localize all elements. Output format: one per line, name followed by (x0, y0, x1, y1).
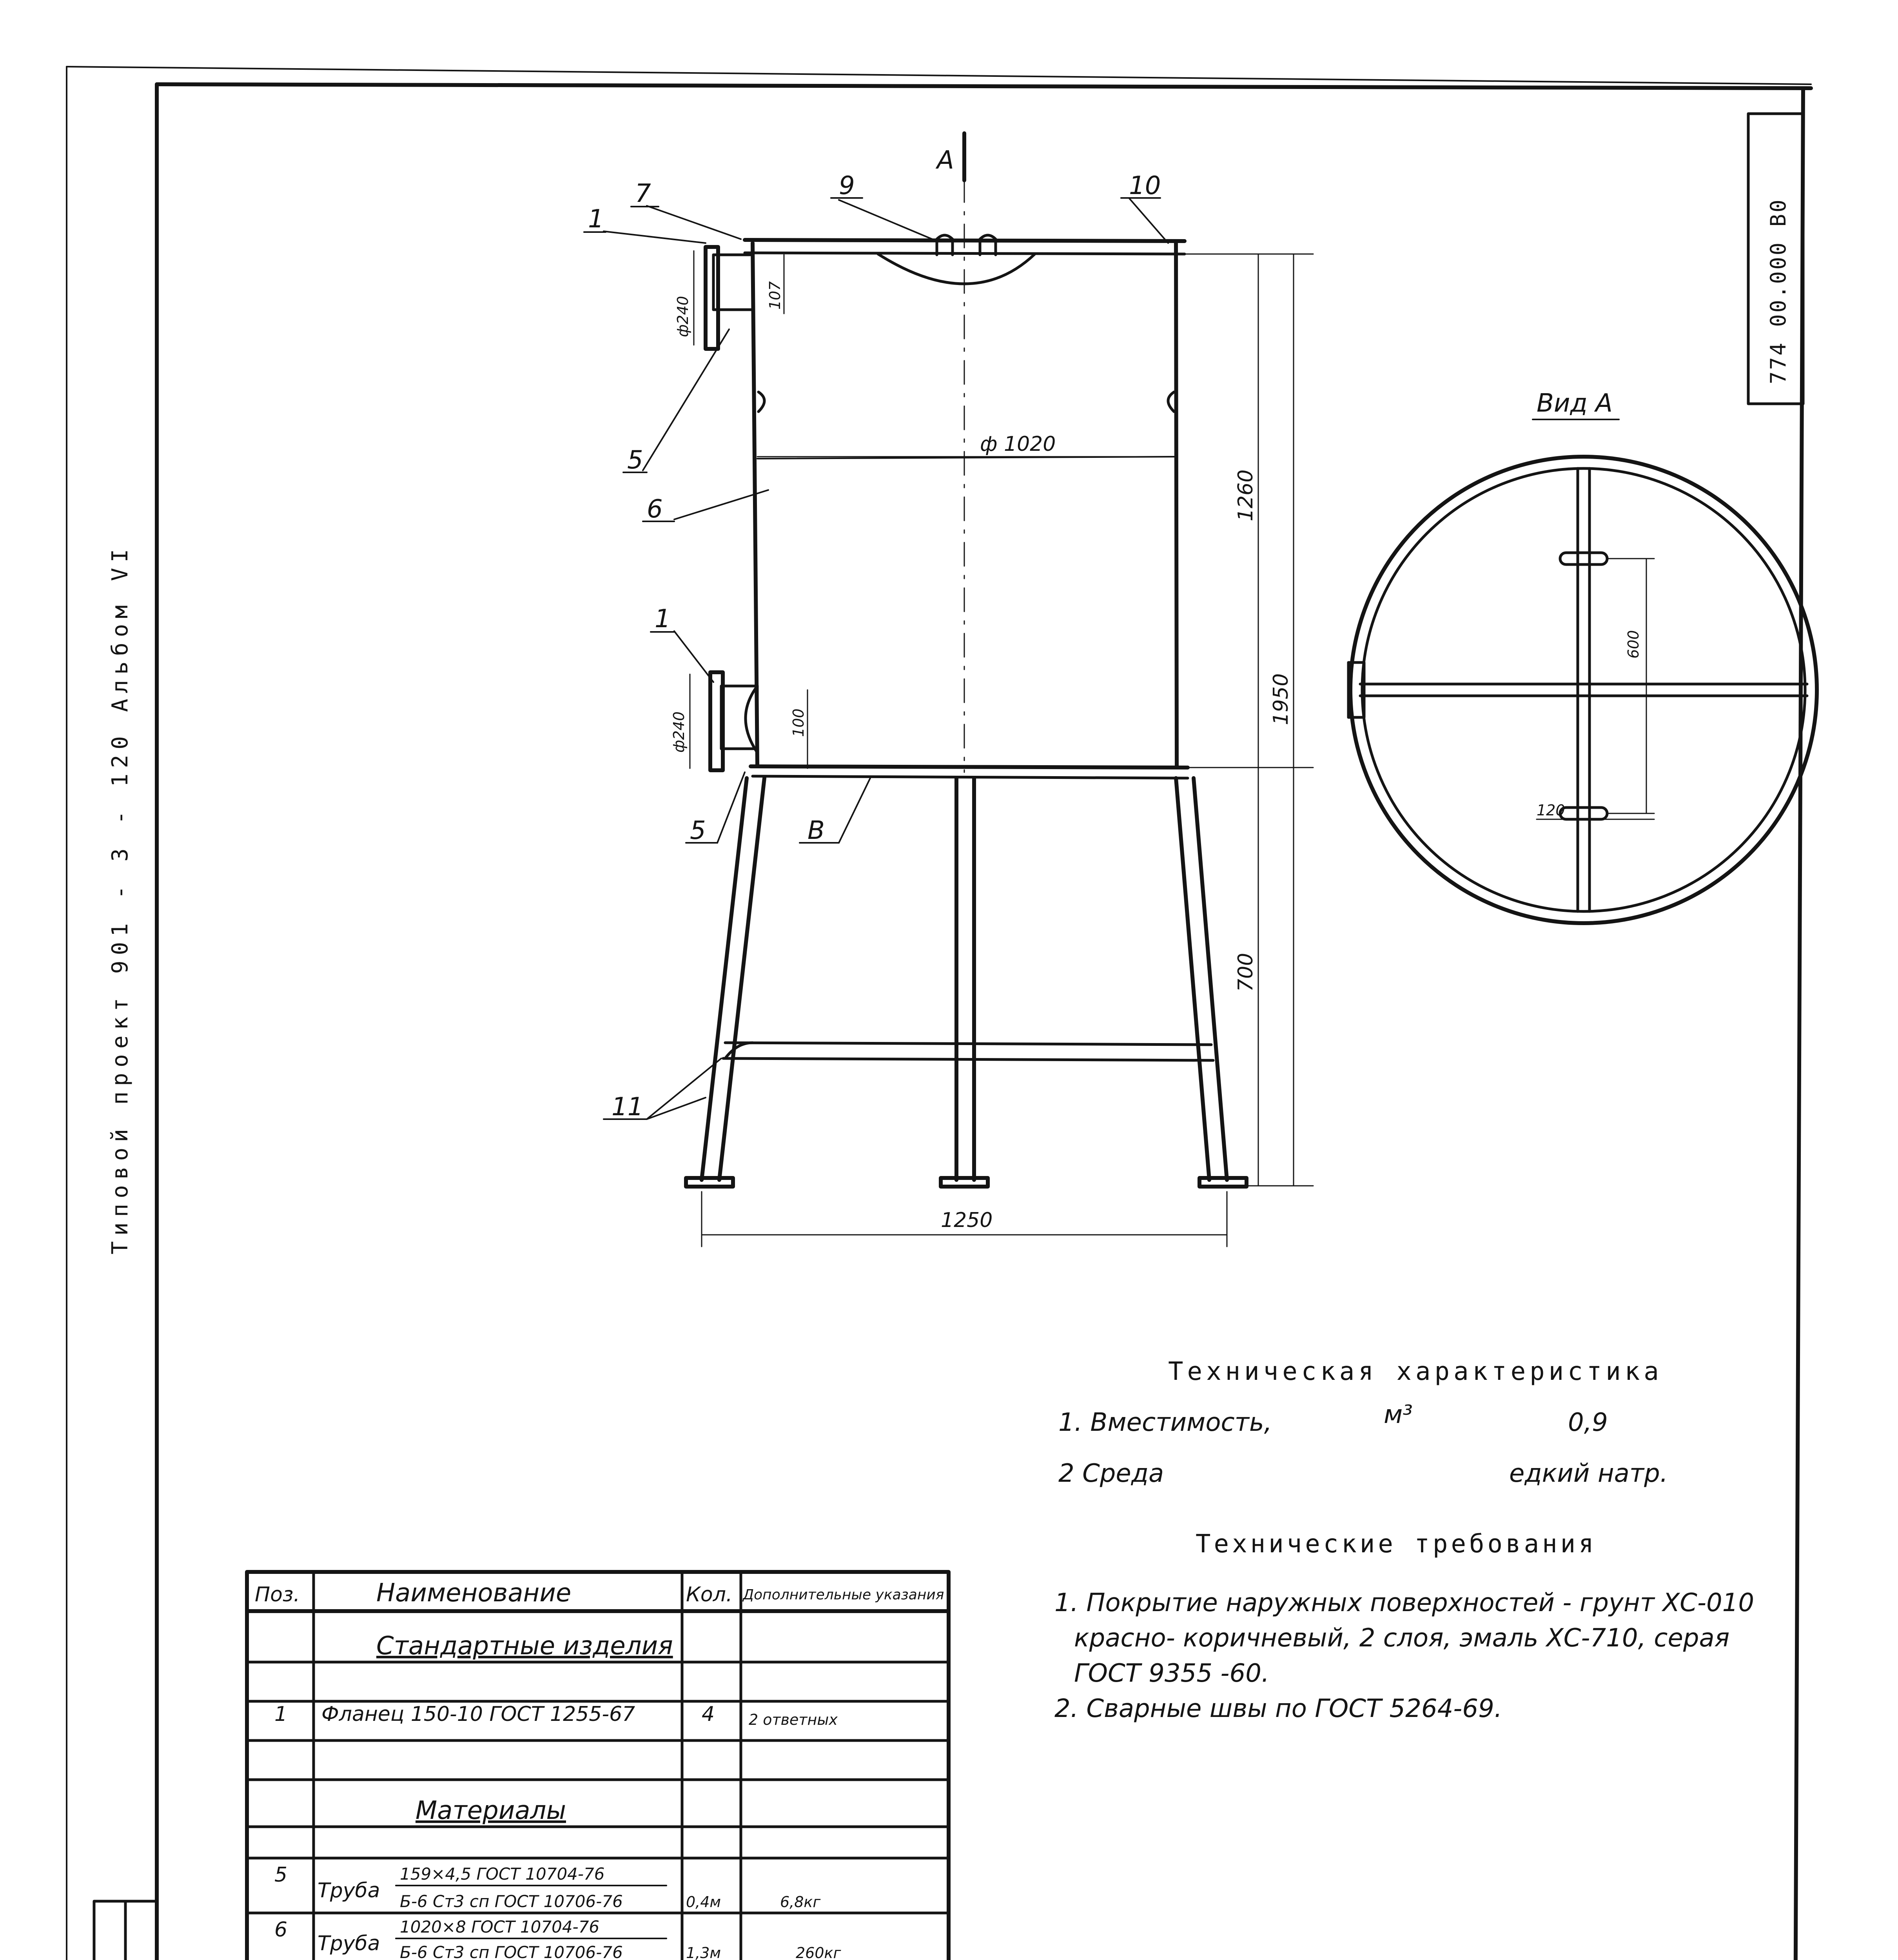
tech-medium-value: едкий натр. (1509, 1459, 1668, 1488)
position-label-1-top: 1 (588, 205, 604, 234)
spec-row-line2: Б-6 Ст3 сп ГОСТ 10706-76 (400, 1943, 623, 1960)
position-label-5-top: 5 (627, 446, 643, 475)
tech-requirement-line-4: 2. Сварные швы по ГОСТ 5264-69. (1054, 1694, 1502, 1723)
dim-flange-bottom-diameter: ф240 (670, 711, 688, 753)
sheet-code: 774 00.000 В0 (1766, 198, 1791, 384)
spec-header-name: Наименование (376, 1579, 572, 1608)
spec-row-pos: 5 (274, 1863, 288, 1887)
spec-row-line1: 1020×8 ГОСТ 10704-76 (400, 1917, 600, 1936)
left-approval-strip (94, 1901, 157, 1960)
spec-section-materials: Материалы (416, 1796, 566, 1825)
spec-row-qty: 0,4м (686, 1893, 721, 1911)
spec-row-pos: 1 (274, 1702, 288, 1726)
tank-elevation (584, 133, 1313, 1247)
position-label-9: 9 (839, 171, 855, 200)
spec-row-line2: Б-6 Ст3 сп ГОСТ 10706-76 (400, 1892, 623, 1911)
dim-700: 700 (1234, 953, 1257, 992)
tech-characteristics-title: Техническая характеристика (1168, 1357, 1663, 1386)
spec-row-pos: 6 (274, 1918, 288, 1942)
spec-header-qty: Кол. (686, 1583, 733, 1606)
spec-row-qty: 1,3м (686, 1944, 721, 1960)
dim-flange-top-diameter: ф240 (674, 296, 691, 337)
spec-row-line1: 159×4,5 ГОСТ 10704-76 (400, 1864, 605, 1884)
dim-1250: 1250 (941, 1209, 993, 1232)
position-label-6: 6 (647, 495, 663, 524)
tech-requirements-title: Технические требования (1196, 1530, 1597, 1559)
position-label-5-bottom: 5 (690, 816, 706, 845)
dim-1260: 1260 (1234, 469, 1257, 521)
dim-1950: 1950 (1269, 673, 1293, 725)
dim-100: 100 (790, 708, 807, 737)
spec-header-notes: Дополнительные указания (743, 1587, 944, 1603)
dim-107: 107 (766, 281, 784, 310)
sheet-code-box (1748, 114, 1803, 404)
position-label-11: 11 (611, 1093, 644, 1122)
spec-row-1 (274, 1702, 838, 1728)
position-label-7: 7 (635, 179, 651, 208)
sheet-frame (67, 67, 1811, 1960)
position-label-b: В (807, 816, 825, 845)
dim-120: 120 (1537, 802, 1565, 819)
tech-requirement-line-2: красно- коричневый, 2 слоя, эмаль ХС-710, серая (1074, 1624, 1730, 1653)
spec-row-type: Труба (318, 1932, 380, 1955)
tech-requirement-line-3: ГОСТ 9355 -60. (1074, 1659, 1270, 1688)
dim-shell-diameter: ф 1020 (980, 432, 1056, 456)
tech-capacity-value: 0,9 (1568, 1408, 1608, 1437)
spec-row-name: Фланец 150-10 ГОСТ 1255-67 (321, 1702, 635, 1726)
spec-section-standard: Стандартные изделия (376, 1632, 673, 1661)
position-label-1-bottom: 1 (655, 604, 671, 633)
spec-row-type: Труба (318, 1879, 380, 1902)
spec-row-note: 260кг (796, 1944, 841, 1960)
spec-row-5 (274, 1863, 821, 1911)
tech-medium-label: 2 Среда (1058, 1459, 1164, 1488)
spec-row-note: 6,8кг (780, 1893, 821, 1911)
view-a-drawing (1348, 457, 1817, 923)
view-a-mark: А (937, 146, 954, 175)
tech-capacity-unit: м³ (1384, 1400, 1413, 1429)
dim-600: 600 (1625, 630, 1642, 659)
position-label-10: 10 (1129, 171, 1161, 200)
tech-requirement-line-1: 1. Покрытие наружных поверхностей - грунт ХС-010 (1054, 1588, 1755, 1617)
spec-row-note: 2 ответных (749, 1711, 838, 1728)
spec-header-pos: Поз. (255, 1583, 300, 1606)
side-block-label: Типовой проект 901 - 3 - 120 Альбом VI (107, 543, 133, 1254)
tech-capacity-label: 1. Вместимость, (1058, 1408, 1272, 1437)
view-a-title: Вид А (1537, 389, 1613, 418)
spec-row-qty: 4 (702, 1702, 715, 1726)
